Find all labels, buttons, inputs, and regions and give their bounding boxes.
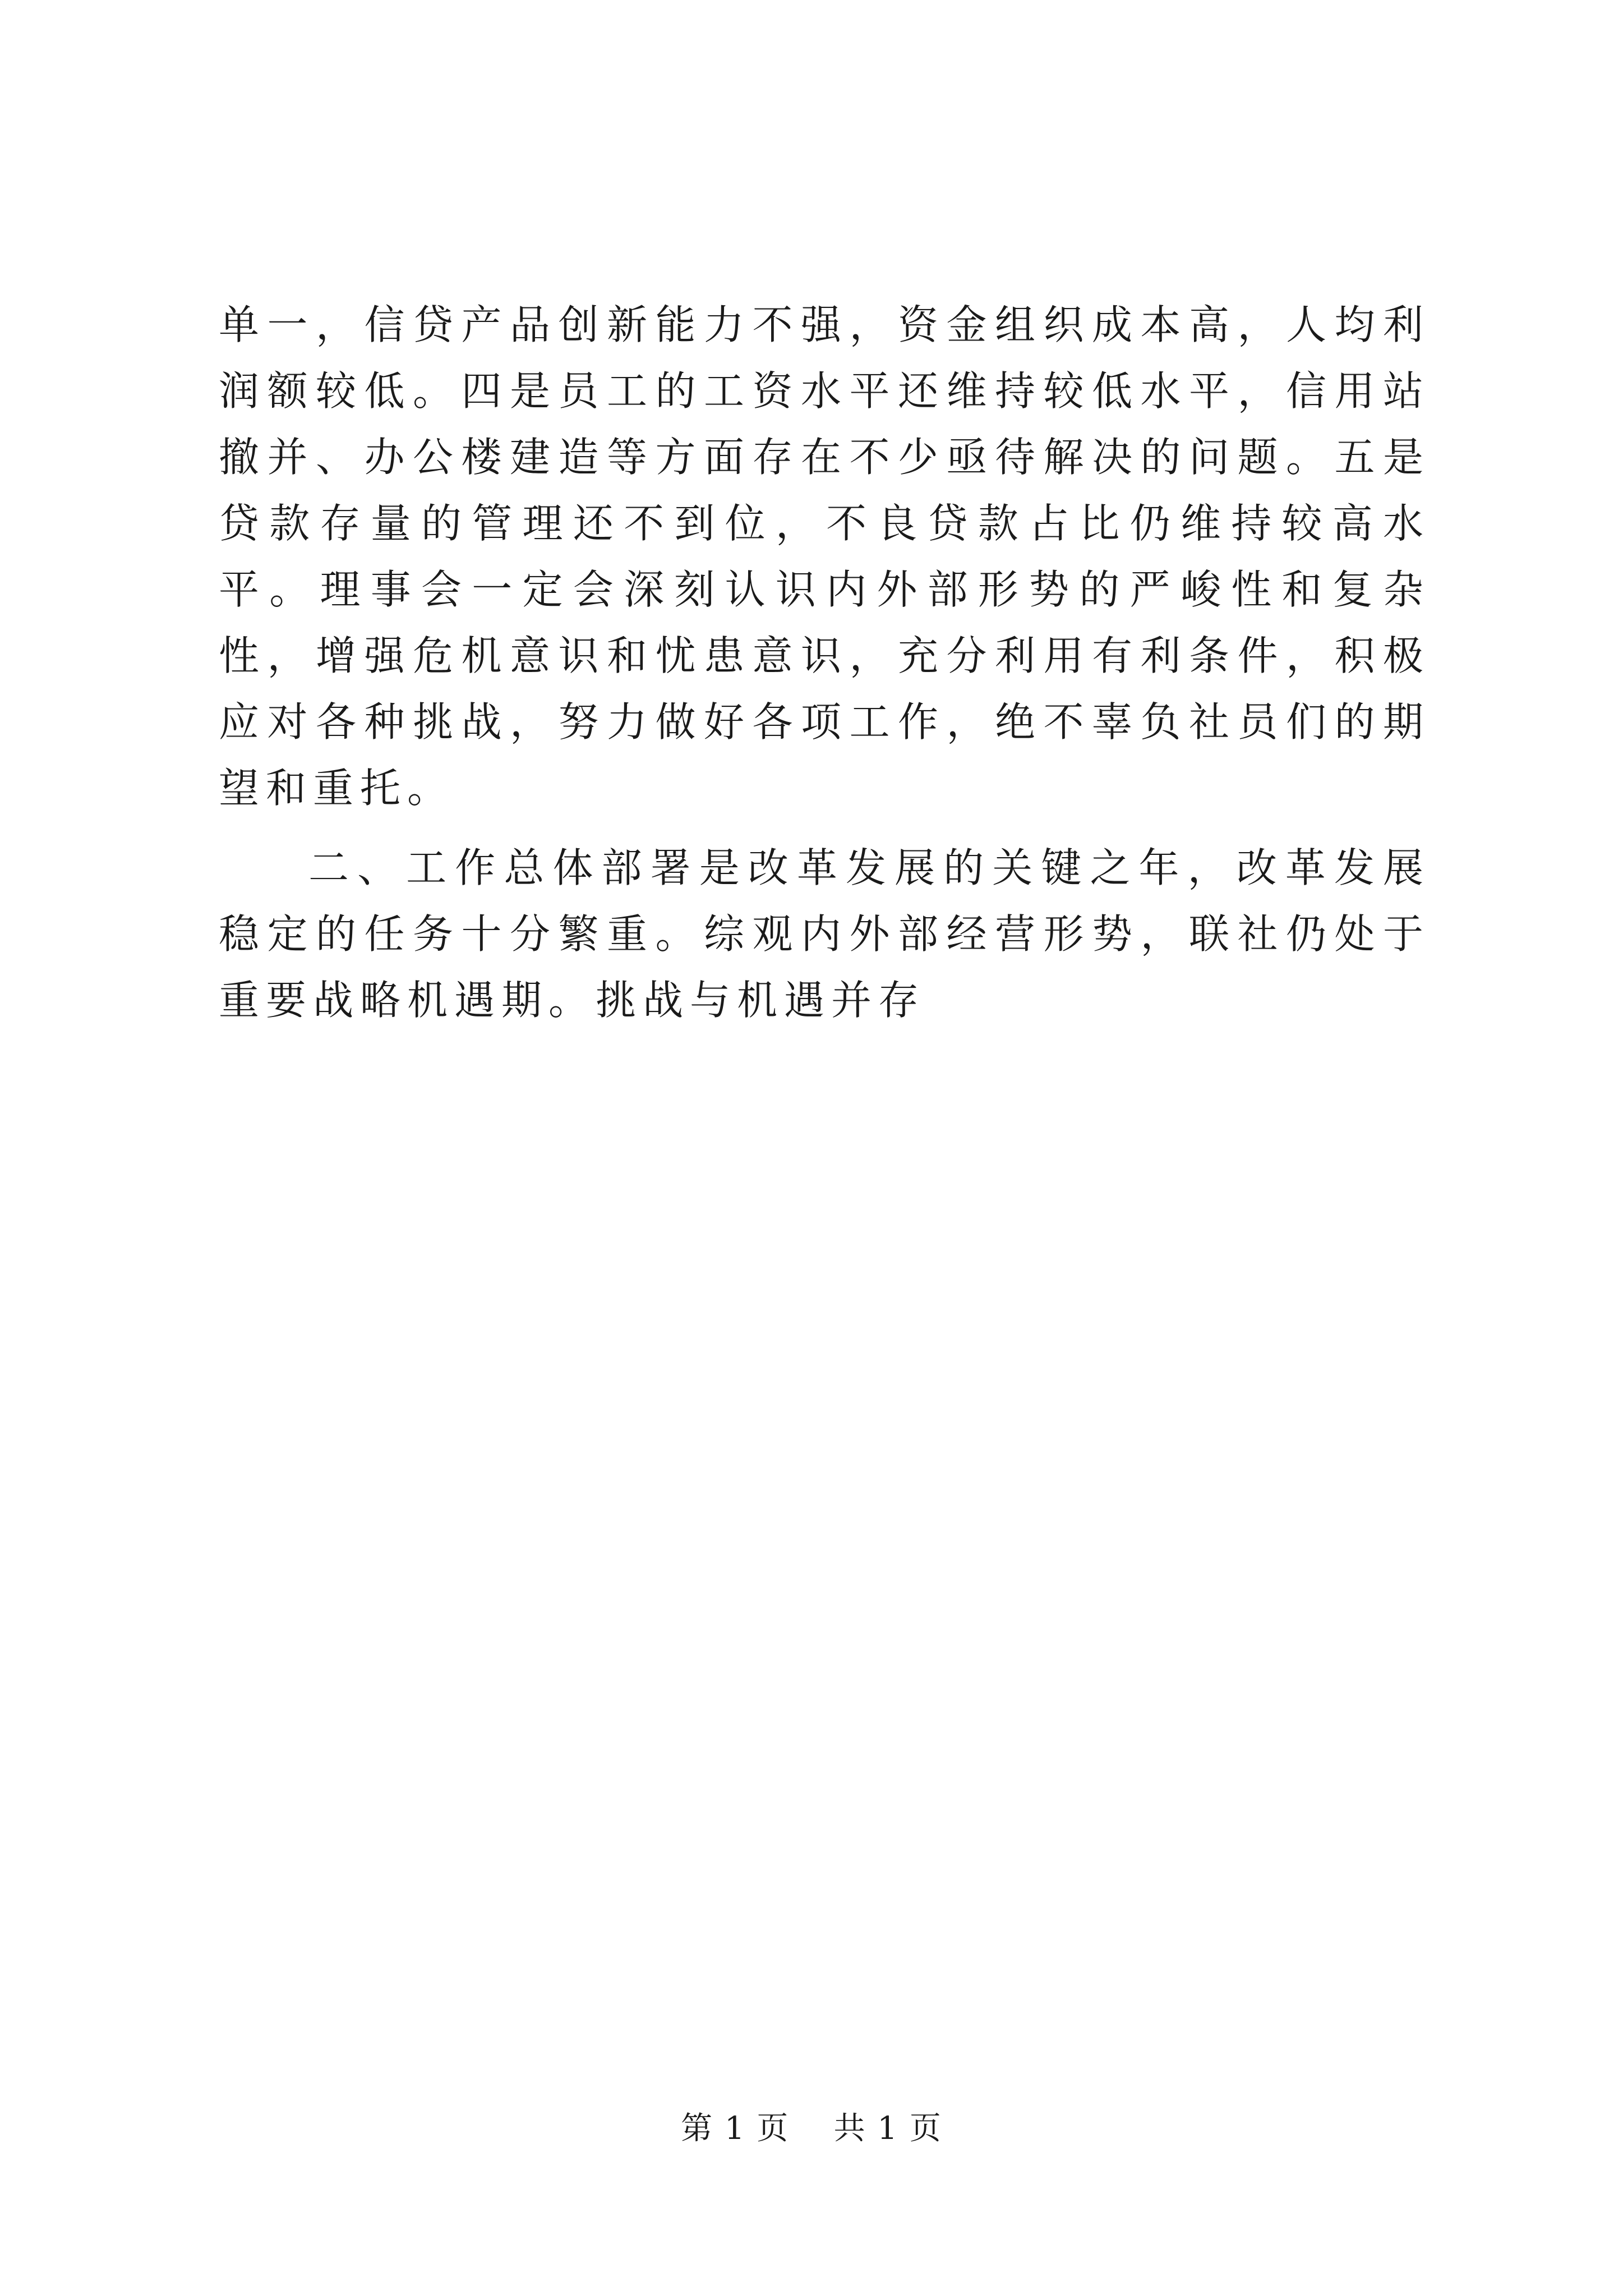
paragraph-continuation: 单一，信贷产品创新能力不强，资金组织成本高，人均利润额较低。四是员工的工资水平还维持较低水平，信用站撤并、办公楼建造等方面存在不少亟待解决的问题。五是贷款存量的管理还不到位，不良贷款占比仍维持较高水平。理事会一定会深刻认识内外部形势的严峻性和复杂性，增强危机意识和忧患意识，充分利用有利条件，积极应对各种挑战，努力做好各项工作，绝不辜负社员们的期望和重托。 (219, 301, 1430, 812)
page-total: 共 1 页 (833, 2110, 942, 2147)
page-number: 第 1 页 (681, 2110, 790, 2147)
page-footer (0, 2109, 1623, 2148)
paragraph-section-two: 二、工作总体部署是改革发展的关键之年，改革发展稳定的任务十分繁重。综观内外部经营形势，联社仍处于重要战略机遇期。挑战与机遇并存 (219, 844, 1430, 1024)
document-body (219, 292, 1430, 1033)
